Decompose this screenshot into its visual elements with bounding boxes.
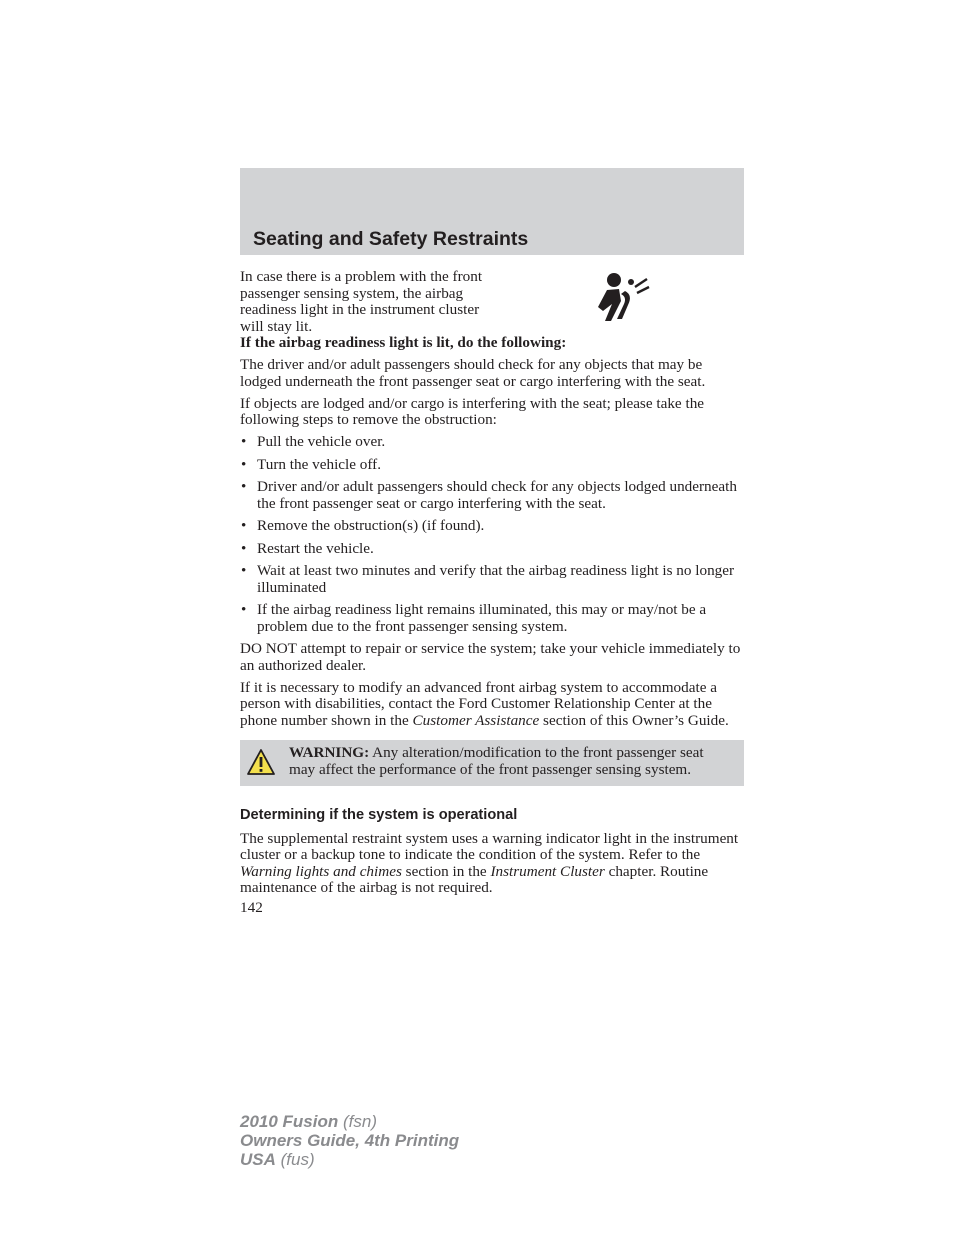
instrument-cluster-ref: Instrument Cluster — [490, 862, 605, 880]
warning-text: Any alteration/modification to the front passenger seat may affect the performance of the front passenger sensing system. — [289, 744, 704, 778]
footer-guide: Owners Guide, 4th Printing — [240, 1131, 460, 1150]
warning-triangle-icon — [246, 748, 276, 776]
steps-list — [240, 434, 744, 635]
readiness-lit-heading: If the airbag readiness light is lit, do the following: — [240, 334, 567, 351]
list-item: • If the airbag readiness light remains illuminated, this may or may/not be a problem due to the front passenger sensing system. — [240, 602, 744, 635]
srs-text-3: chapter. Routine maintenance of the airbag is not required. — [240, 862, 709, 896]
footer-line-model — [240, 1112, 459, 1131]
operational-subheading: Determining if the system is operational — [240, 807, 518, 823]
footer-region: USA — [240, 1150, 276, 1169]
warning-box — [240, 740, 744, 786]
modify-system-paragraph — [240, 680, 744, 730]
list-item: • Driver and/or adult passengers should check for any objects lodged underneath the front passenger seat or cargo interfering with the seat. — [240, 479, 744, 512]
footer-model-code: (fsn) — [338, 1112, 377, 1131]
footer-line-guide — [240, 1131, 459, 1150]
intro-text: In case there is a problem with the front passenger sensing system, the airbag readiness light in the instrument cluster will stay lit. — [240, 268, 483, 335]
document-footer — [240, 1112, 459, 1169]
srs-paragraph — [240, 831, 744, 897]
warning-label: WARNING: — [289, 744, 370, 761]
list-item: • Turn the vehicle off. — [240, 457, 744, 474]
footer-region-code: (fus) — [275, 1150, 315, 1169]
list-item: • Pull the vehicle over. — [240, 434, 744, 451]
airbag-readiness-icon — [595, 271, 651, 323]
srs-text-1: The supplemental restraint system uses a warning indicator light in the instrument cluster or a backup tone to indicate the condition of the system. Refer to the — [240, 829, 739, 863]
footer-line-region — [240, 1150, 459, 1169]
page-number: 142 — [240, 898, 263, 916]
modify-text-start: If it is necessary to modify an advanced front airbag system to accommodate a person with disabilities, contact the Ford Customer Relationship Center at the phone number shown in the — [240, 678, 717, 729]
do-not-repair-paragraph: DO NOT attempt to repair or service the system; take your vehicle immediately to an authorized dealer. — [240, 640, 741, 674]
section-title: Seating and Safety Restraints — [253, 228, 529, 250]
section-header-band — [240, 168, 744, 255]
intro-block — [240, 269, 744, 335]
remove-obstruction-paragraph: If objects are lodged and/or cargo is interfering with the seat; please take the following steps to remove the obstruction: — [240, 394, 705, 428]
list-item: • Remove the obstruction(s) (if found). — [240, 518, 744, 535]
customer-assistance-ref: Customer Assistance — [412, 711, 540, 729]
modify-text-end: section of this Owner’s Guide. — [539, 711, 729, 729]
list-item: • Restart the vehicle. — [240, 541, 744, 558]
check-objects-paragraph: The driver and/or adult passengers should check for any objects that may be lodged underneath the front passenger seat or cargo interfering with the seat. — [240, 356, 706, 390]
page-content — [240, 269, 744, 916]
srs-text-2: section in the — [401, 862, 491, 880]
footer-model: 2010 Fusion — [240, 1112, 339, 1131]
warning-lights-ref: Warning lights and chimes — [240, 862, 402, 880]
list-item: • Wait at least two minutes and verify that the airbag readiness light is no longer illuminated — [240, 563, 744, 596]
